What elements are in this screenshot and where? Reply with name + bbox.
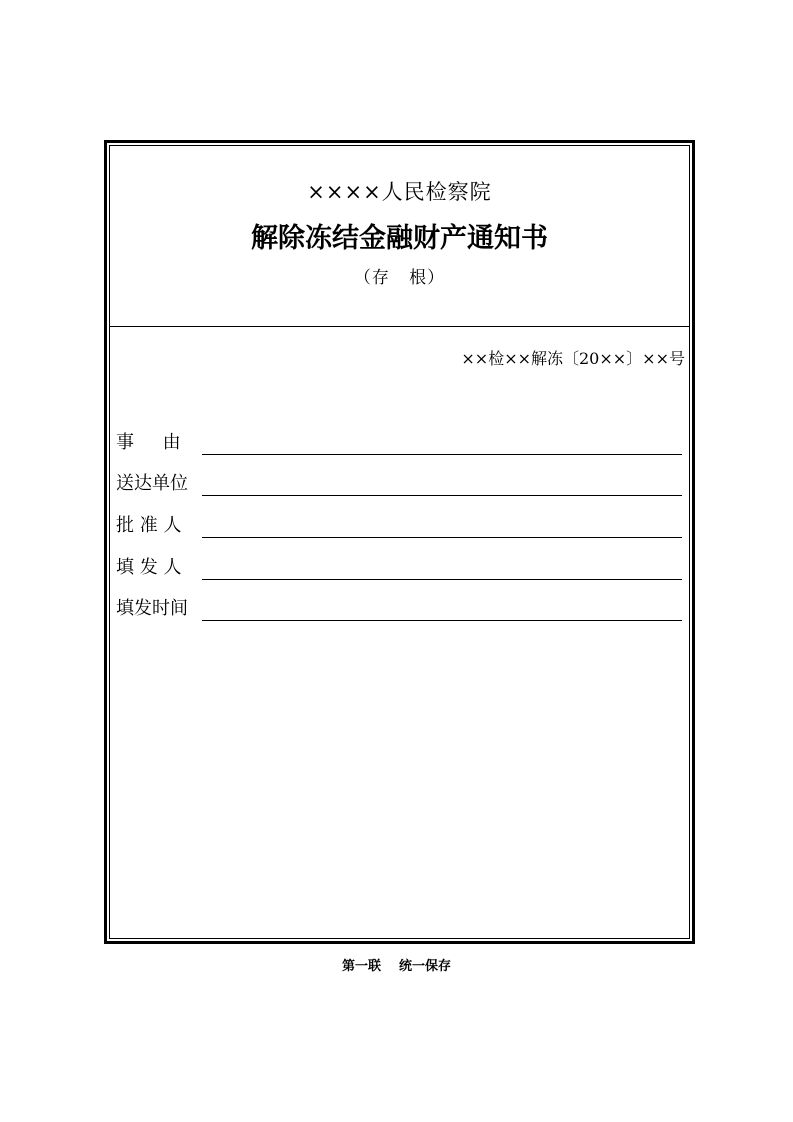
field-label: 填发时间: [116, 598, 188, 619]
copy-note: 第一联 统一保存: [341, 959, 452, 974]
field-approver: [116, 512, 682, 538]
document-number: ××检××解冻〔20××〕××号: [461, 349, 685, 368]
stub-label: （存 根）: [353, 268, 446, 288]
stub-frame-inner: [109, 145, 690, 939]
field-underline[interactable]: [202, 454, 682, 455]
field-issuer: [116, 554, 682, 580]
field-label: 事 由: [116, 432, 181, 453]
stub-frame: [104, 140, 695, 944]
document-title: 解除冻结金融财产通知书: [251, 223, 548, 254]
field-underline[interactable]: [202, 495, 682, 496]
field-recipient-unit: [116, 470, 682, 496]
organization-name: ××××人民检察院: [307, 180, 492, 204]
header-section: [110, 146, 689, 327]
field-underline[interactable]: [202, 537, 682, 538]
field-reason: [116, 429, 682, 455]
field-issue-time: [116, 595, 682, 621]
field-label: 填 发 人: [116, 557, 182, 578]
field-label: 送达单位: [116, 473, 188, 494]
field-underline[interactable]: [202, 579, 682, 580]
field-underline[interactable]: [202, 620, 682, 621]
field-label: 批 准 人: [116, 515, 182, 536]
